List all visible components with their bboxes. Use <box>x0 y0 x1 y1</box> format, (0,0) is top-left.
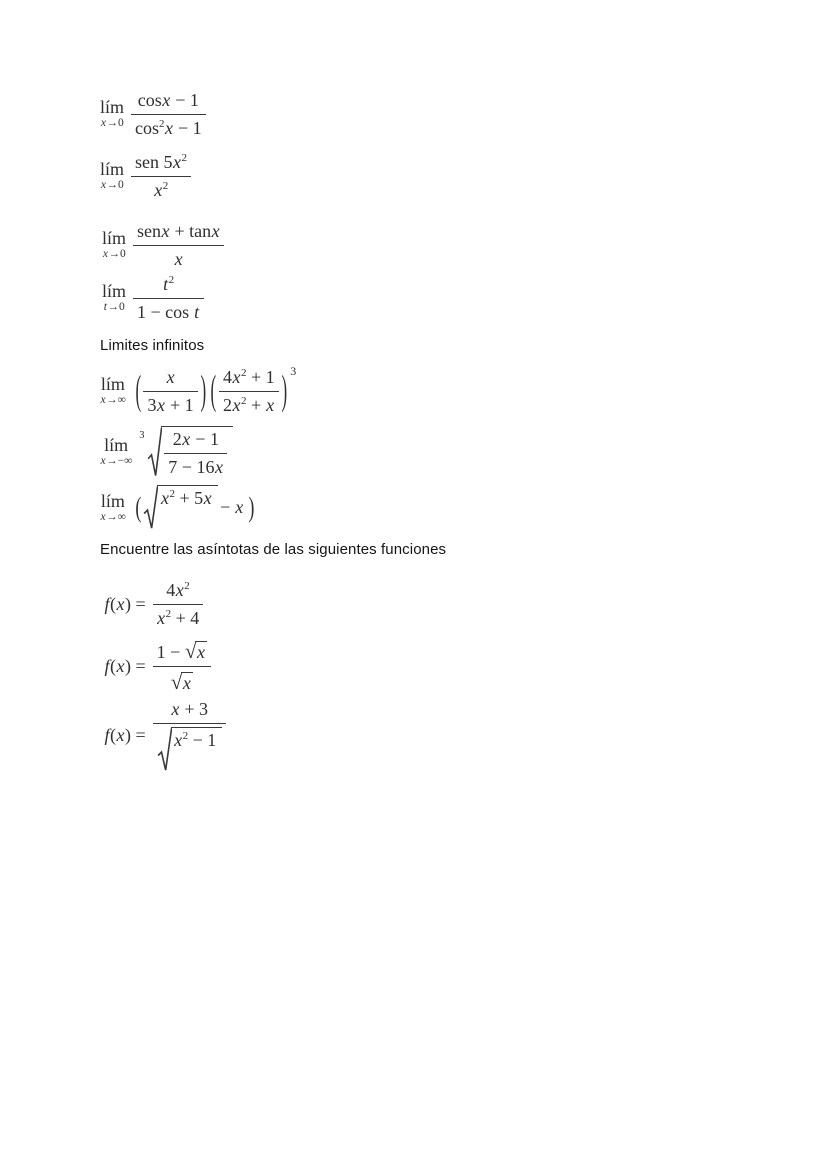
term: 1 − <box>156 642 185 662</box>
lim-subscript: t→0 <box>103 301 125 314</box>
function-formula-1 <box>104 580 203 628</box>
radical-sign-icon <box>147 426 162 478</box>
limit-operator <box>102 282 126 314</box>
limit-formula-7 <box>100 485 256 530</box>
lim-word: lím <box>100 97 125 118</box>
numerator: x <box>166 367 175 387</box>
denominator: $x^2$ <box>131 176 191 201</box>
denominator: $2x^2 + x$ <box>219 391 279 416</box>
heading-asymptotes: Encuentre las asíntotas de las siguientes funciones <box>100 541 447 558</box>
numerator: $4x^2 + 1$ <box>222 367 275 387</box>
lim-subscript: x→0 <box>102 248 126 261</box>
lim-subscript: x→0 <box>100 179 124 192</box>
limit-formula-6 <box>100 426 233 478</box>
limit-operator <box>100 492 126 524</box>
square-root <box>143 485 218 530</box>
numerator: cosx − 1 <box>137 90 199 110</box>
cube-root <box>139 426 233 478</box>
limit-operator <box>100 98 124 130</box>
lim-word: lím <box>104 435 129 456</box>
function-formula-2 <box>104 639 211 695</box>
left-paren: ( <box>210 368 217 414</box>
denominator: $x^2 + 4$ <box>153 604 204 629</box>
limit-formula-3 <box>102 221 224 269</box>
left-paren: ( <box>135 492 142 523</box>
numerator: senx + tanx <box>137 221 220 241</box>
numerator: x + 3 <box>171 699 209 719</box>
root-index: 3 <box>139 430 145 441</box>
radicand: x <box>181 672 193 693</box>
denominator: 7 − 16x <box>164 453 227 478</box>
square-root <box>157 727 223 772</box>
radicand: $x^2 + 5x$ <box>157 485 218 530</box>
radical-sign-icon: √ <box>184 639 197 663</box>
radicand <box>161 426 233 478</box>
numerator: 2x − 1 <box>172 429 219 449</box>
fraction <box>153 639 212 695</box>
right-paren: ) <box>248 492 255 523</box>
radicand: $x^2 - 1$ <box>171 727 223 772</box>
function-name: f(x) = <box>104 656 146 677</box>
limit-formula-4 <box>102 274 204 322</box>
numerator: $4x^2$ <box>166 580 190 600</box>
limit-formula-2 <box>100 152 191 200</box>
lim-word: lím <box>102 228 127 249</box>
square-root <box>184 639 208 663</box>
radical-sign-icon: √ <box>170 670 183 695</box>
numerator: sen $5x^2$ <box>135 152 187 172</box>
function-formula-3 <box>104 699 226 772</box>
lim-subscript: x→∞ <box>100 510 126 523</box>
right-paren: ) <box>200 368 206 414</box>
radical-sign-icon <box>157 727 172 772</box>
fraction <box>133 221 224 269</box>
radicand: x <box>195 641 207 662</box>
limit-operator <box>102 229 126 261</box>
denominator <box>153 666 212 694</box>
lim-word: lím <box>100 490 125 511</box>
denominator <box>153 723 227 772</box>
right-paren: ) <box>281 368 287 414</box>
denominator: 3x + 1 <box>143 391 197 416</box>
exponent: 3 <box>290 364 297 378</box>
lim-word: lím <box>102 281 127 302</box>
numerator: $t^2$ <box>163 274 175 294</box>
lim-word: lím <box>100 159 125 180</box>
function-name: f(x) = <box>104 724 146 745</box>
limit-operator <box>100 375 126 407</box>
denominator: x <box>133 245 224 270</box>
limit-operator <box>100 160 124 192</box>
fraction <box>164 429 227 477</box>
square-root <box>170 670 194 695</box>
lim-subscript: x→0 <box>100 117 124 130</box>
fraction <box>131 90 206 138</box>
fraction <box>133 274 204 322</box>
limit-operator <box>100 436 132 468</box>
function-name: f(x) = <box>104 593 146 614</box>
denominator: 1 − cos t <box>133 298 204 323</box>
fraction <box>153 699 227 772</box>
left-paren: ( <box>135 368 141 414</box>
lim-word: lím <box>100 374 125 395</box>
heading-infinite-limits: Limites infinitos <box>100 337 205 354</box>
radical-sign-icon <box>143 485 158 530</box>
lim-subscript: x→−∞ <box>100 455 133 468</box>
fraction <box>131 152 191 200</box>
expression-tail: − x <box>220 497 244 517</box>
fraction <box>219 367 279 415</box>
numerator <box>153 639 212 666</box>
lim-subscript: x→∞ <box>100 394 126 407</box>
fraction <box>153 580 204 628</box>
fraction <box>143 367 197 415</box>
limit-formula-5 <box>100 364 297 415</box>
denominator: $\cos^2x - 1$ <box>131 114 206 139</box>
limit-formula-1 <box>100 90 206 138</box>
